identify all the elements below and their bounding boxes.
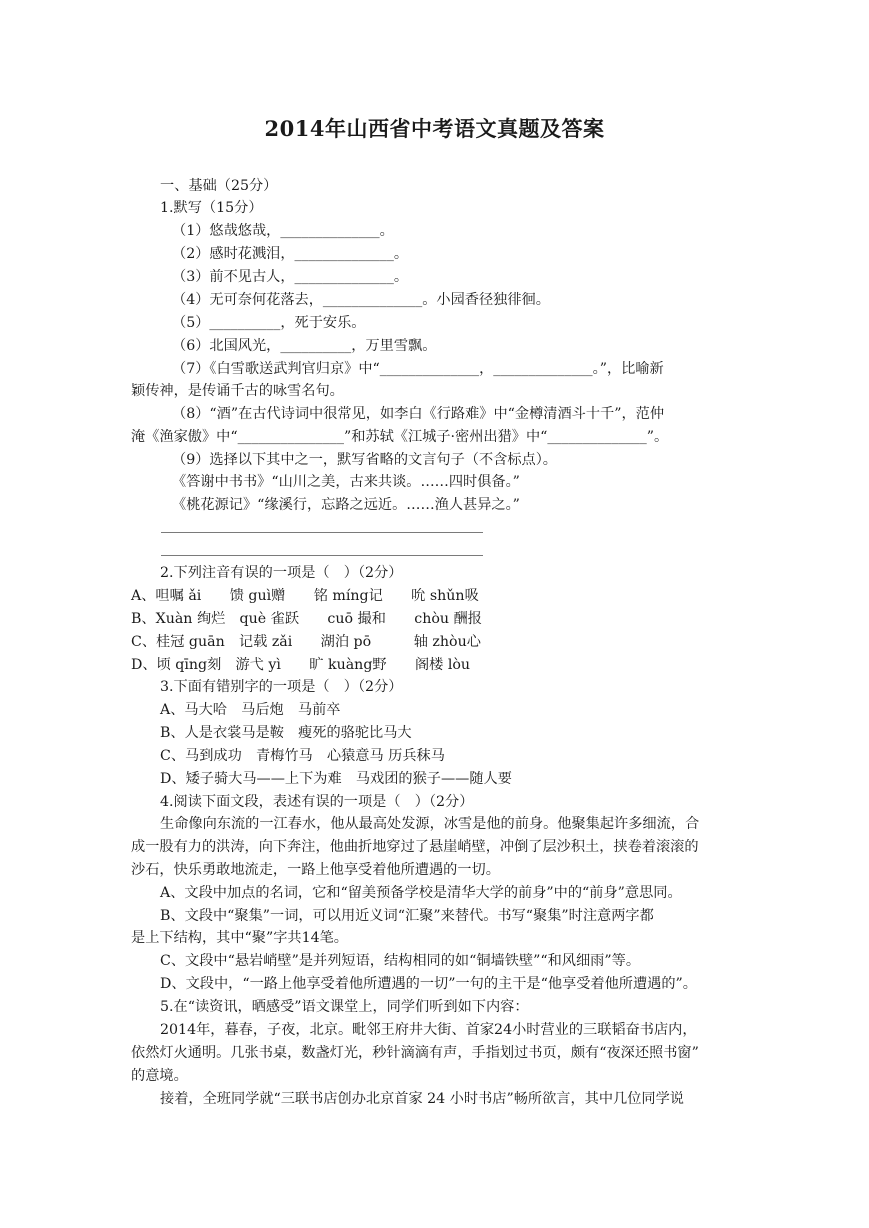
- q1-item-9-option-a: 《答谢中书书》“山川之美，古来共谈。……四时俱备。”: [172, 474, 520, 490]
- q1-item-7: （7）《白雪歌送武判官归京》中“______________，______________。”，比喻新: [172, 361, 664, 377]
- q2-option-c: C、桂冠 guān 记载 zǎi 湖泊 pō 轴 zhòu心: [131, 634, 481, 650]
- q4-option-d: D、文段中，“一路上他享受着他所遭遇的一切”一句的主干是“他享受着他所遭遇的”。: [160, 976, 697, 992]
- question-5-heading: 5.在“读资讯，晒感受”语文课堂上，同学们听到如下内容：: [160, 999, 529, 1015]
- question-4-heading: 4.阅读下面文段，表述有误的一项是（ ）（2分）: [160, 794, 474, 810]
- q1-item-2: （2）感时花溅泪，______________。: [172, 246, 409, 262]
- q1-item-1: （1）悠哉悠哉，______________。: [172, 223, 394, 239]
- q5-passage-line-4: 接着，全班同学就“三联书店创办北京首家 24 小时书店”畅所欲言，其中几位同学说: [160, 1091, 684, 1107]
- answer-line-2: [161, 555, 483, 556]
- q4-option-b-cont: 是上下结构，其中“聚”字共14笔。: [131, 930, 348, 946]
- q4-passage-line-1: 生命像向东流的一江春水，他从最高处发源，冰雪是他的前身。他聚集起许多细流，合: [160, 816, 700, 832]
- q1-item-9-option-b: 《桃花源记》“缘溪行，忘路之远近。……渔人甚异之。”: [172, 497, 520, 513]
- question-3-heading: 3.下面有错别字的一项是（ ）（2分）: [160, 679, 403, 695]
- q1-item-8: （8）“酒”在古代诗词中很常见，如李白《行路难》中“金樽清酒斗十千”，范仲: [172, 406, 665, 422]
- q1-item-6: （6）北国风光，__________，万里雪飘。: [172, 338, 437, 354]
- q4-option-a: A、文段中加点的名词，它和“留美预备学校是清华大学的前身”中的“前身”意思同。: [160, 885, 682, 901]
- q2-option-b: B、Xuàn 绚烂 què 雀跃 cuō 撮和 chòu 酬报: [131, 611, 482, 627]
- q1-item-7-cont: 颖传神，是传诵千古的咏雪名句。: [131, 383, 344, 399]
- q5-passage-line-3: 的意境。: [131, 1068, 188, 1084]
- q1-item-9: （9）选择以下其中之一，默写省略的文言句子（不含标点）。: [172, 452, 557, 468]
- q1-item-5: （5）__________，死于安乐。: [172, 315, 366, 331]
- q5-passage-line-1: 2014年，暮春，子夜，北京。毗邻王府井大街、首家24小时营业的三联韬奋书店内，: [160, 1022, 697, 1038]
- q3-option-a: A、马大哈 马后炮 马前卒: [160, 702, 341, 718]
- q5-passage-line-2: 依然灯火通明。几张书桌，数盏灯光，秒针滴滴有声，手指划过书页，颇有“夜深还照书窗”: [131, 1045, 699, 1061]
- q4-option-b: B、文段中“聚集”一词，可以用近义词“汇聚”来替代。书写“聚集”时注意两字都: [160, 908, 654, 924]
- q1-item-8-cont: 淹《渔家傲》中“_______________”和苏轼《江城子·密州出猎》中“______________”。: [131, 429, 669, 445]
- page-title: 2014年山西省中考语文真题及答案: [264, 116, 605, 141]
- q1-item-3: （3）前不见古人，______________。: [172, 269, 409, 285]
- q4-passage-line-2: 成一股有力的洪涛，向下奔注，他曲折地穿过了悬崖峭壁，冲倒了层沙积土，挟卷着滚滚的: [131, 839, 699, 855]
- q3-option-d: D、矮子骑大马——上下为难 马戏团的猴子——随人要: [160, 771, 512, 787]
- q3-option-c: C、马到成功 青梅竹马 心猿意马 历兵秣马: [160, 748, 445, 764]
- q2-option-a: A、呾嘱 ǎi 馈 guì赠 铭 míng记 吮 shǔn吸: [131, 588, 479, 604]
- answer-line-1: [161, 532, 483, 533]
- q1-item-4: （4）无可奈何花落去，______________。小园香径独徘徊。: [172, 292, 550, 308]
- question-1-heading: 1.默写（15分）: [160, 200, 263, 216]
- q3-option-b: B、人是衣裳马是鞍 瘦死的骆驼比马大: [160, 725, 412, 741]
- question-2-heading: 2.下列注音有误的一项是（ ）（2分）: [160, 565, 403, 581]
- q2-option-d: D、顷 qīng刻 游弋 yì 旷 kuàng野 阁楼 lòu: [131, 657, 471, 673]
- q4-passage-line-3: 沙石，快乐勇敢地流走，一路上他享受着他所遭遇的一切。: [131, 862, 500, 878]
- section-heading: 一、基础（25分）: [160, 178, 278, 194]
- q4-option-c: C、文段中“悬岩峭壁”是并列短语，结构相同的如“铜墙铁壁”“和风细雨”等。: [160, 953, 641, 969]
